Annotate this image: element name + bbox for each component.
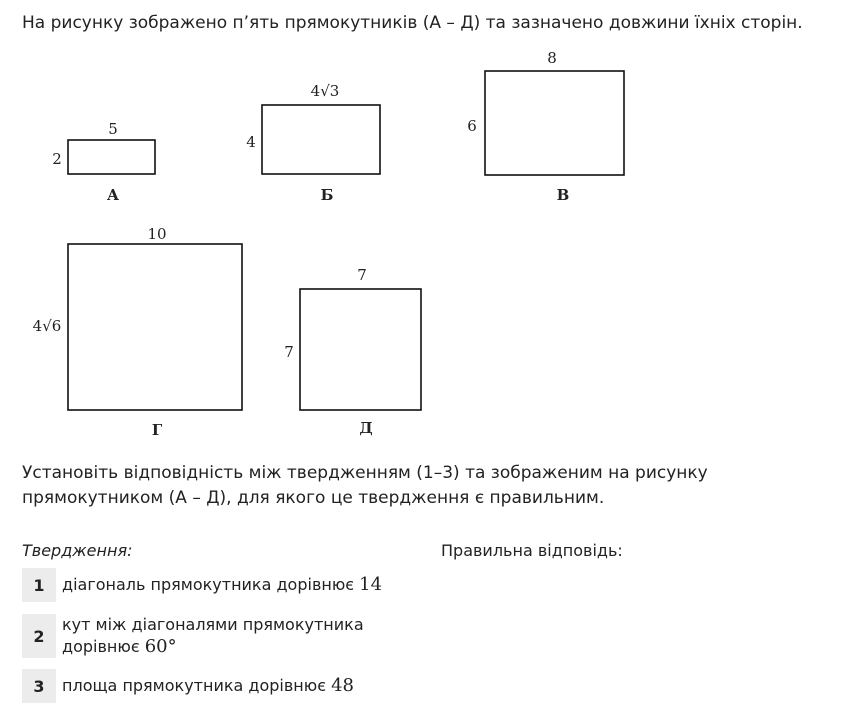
statement-math: 60°: [144, 636, 177, 657]
rectangle-d: [284, 266, 421, 437]
answer-title: Правильна відповідь:: [441, 541, 623, 560]
rect-b-height-label: 4: [246, 133, 256, 151]
rect-g-letter: Г: [151, 421, 163, 439]
statement-2: [22, 614, 402, 658]
rect-b-letter: Б: [320, 186, 334, 204]
rect-d-width-label: 7: [357, 266, 367, 284]
statement-math: 14: [359, 574, 383, 595]
statement-number: 3: [22, 669, 56, 703]
rectangle-a: [52, 120, 155, 204]
statement-1: [22, 568, 422, 602]
statement-math: 48: [331, 675, 354, 696]
statement-text: [62, 574, 422, 596]
statement-number: 1: [22, 568, 56, 602]
rectangle-g: [33, 225, 242, 439]
task-text: Установіть відповідність між твердженням (1–3) та зображеним на рисунку прямокутником (А – Д), для якого це твердження є правильним.: [22, 463, 708, 508]
rect-b-width-label: 4√3: [310, 82, 340, 100]
rect-a-width-label: 5: [108, 120, 118, 138]
statement-text: [62, 614, 402, 658]
statement-number: 2: [22, 614, 56, 658]
rect-g-height-label: 4√6: [32, 317, 62, 335]
rectangle-b: [246, 82, 380, 204]
rect-v-letter: В: [556, 186, 570, 204]
statement-text: [62, 675, 422, 697]
rect-d-height-label: 7: [284, 343, 294, 361]
rect-v-height-label: 6: [467, 117, 477, 135]
statement-text-body: діагональ прямокутника дорівнює: [62, 575, 360, 594]
statements-title: Твердження:: [22, 541, 133, 560]
statement-3: [22, 669, 422, 703]
statement-text-body: площа прямокутника дорівнює: [62, 676, 332, 695]
intro-text: На рисунку зображено п’ять прямокутників (А – Д) та зазначено довжини їхніх сторін.: [22, 13, 803, 33]
rect-d-letter: Д: [359, 419, 373, 437]
statement-text-body: кут між діагоналями прямокутника дорівнює: [62, 615, 364, 656]
rect-v-width-label: 8: [547, 49, 557, 67]
rect-a-letter: А: [106, 186, 120, 204]
rectangle-v: [467, 49, 624, 204]
rect-a-height-label: 2: [52, 150, 62, 168]
rect-g-width-label: 10: [147, 225, 167, 243]
